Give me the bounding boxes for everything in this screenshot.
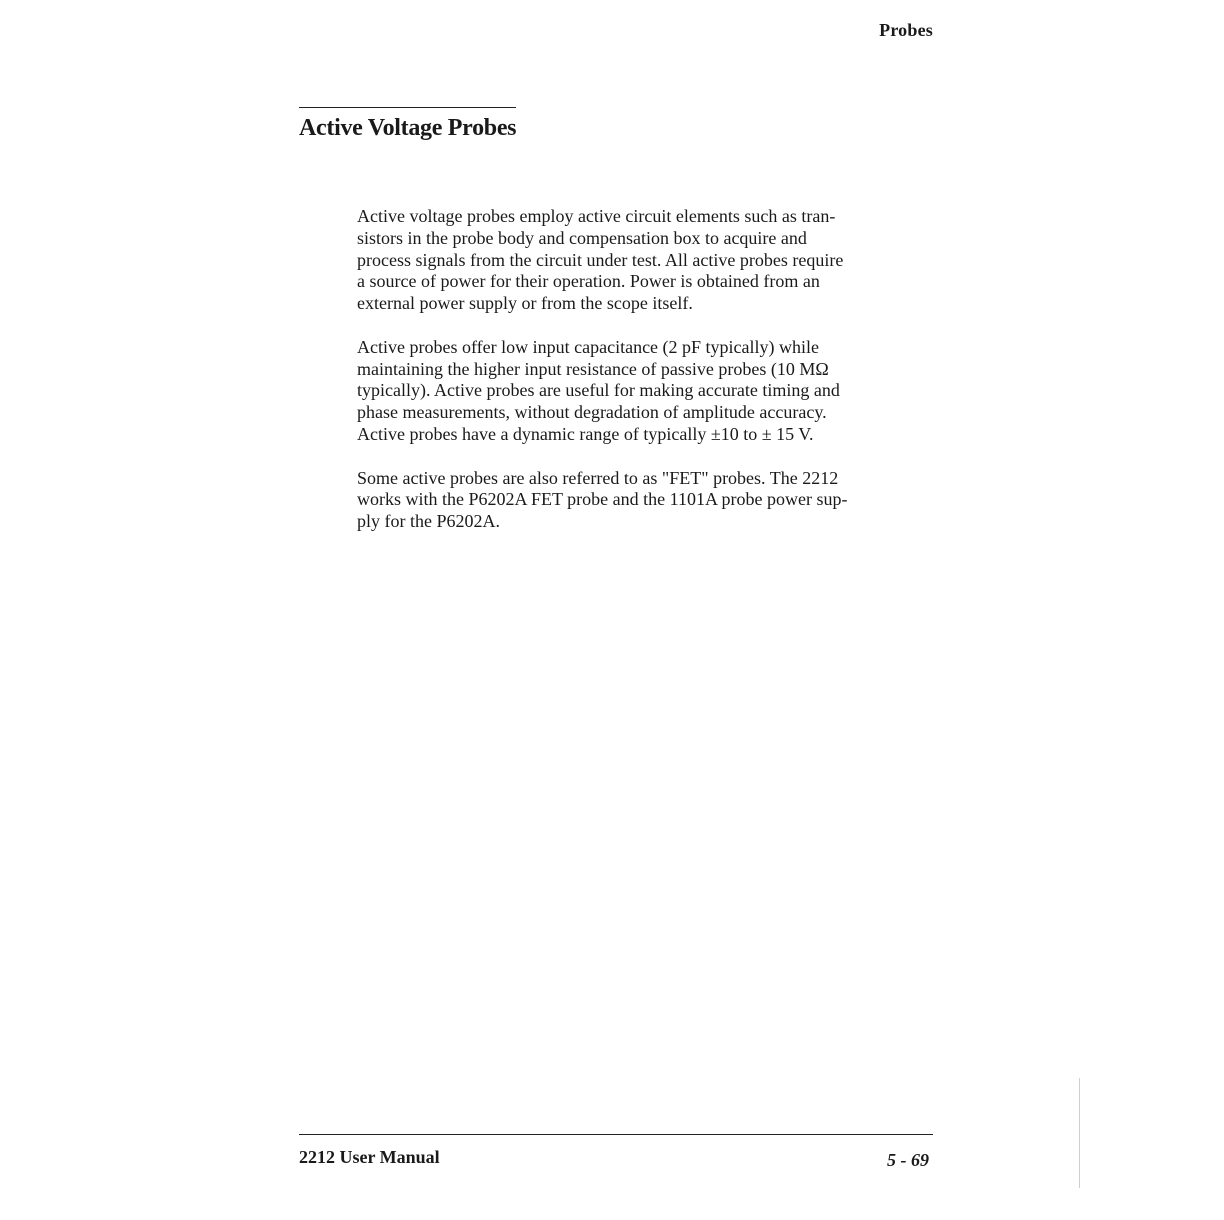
footer-manual-title: 2212 User Manual: [299, 1147, 440, 1167]
running-head: Probes: [879, 20, 933, 40]
paragraph-active-probe-characteristics: Active probes offer low input capacitance (2 pF typically) while maintaining the higher input resistance of passive probes (10 MΩ typically). Active probes are useful for making accurate timing and phase measurements, without degradation of amplitude accuracy. Active probes have a dynamic range of typically ±10 to ± 15 V.: [357, 336, 840, 444]
scan-edge-mark: [1079, 1078, 1080, 1188]
section-rule: [299, 107, 516, 108]
section-title: Active Voltage Probes: [299, 115, 517, 141]
paragraph-fet-probes: Some active probes are also referred to as "FET" probes. The 2212 works with the P6202A FET probe and the 1101A probe power sup- ply for the P6202A.: [357, 467, 848, 532]
footer-rule: [299, 1134, 933, 1135]
footer-page-number: 5 - 69: [887, 1150, 929, 1170]
body-text: [357, 206, 937, 555]
paragraph-active-voltage-probes: Active voltage probes employ active circuit elements such as tran- sistors in the probe body and compensation box to acquire and process signals from the circuit under test. All active probes require a source of power for their operation. Power is obtained from an external power supply or from the scope itself.: [357, 206, 844, 314]
